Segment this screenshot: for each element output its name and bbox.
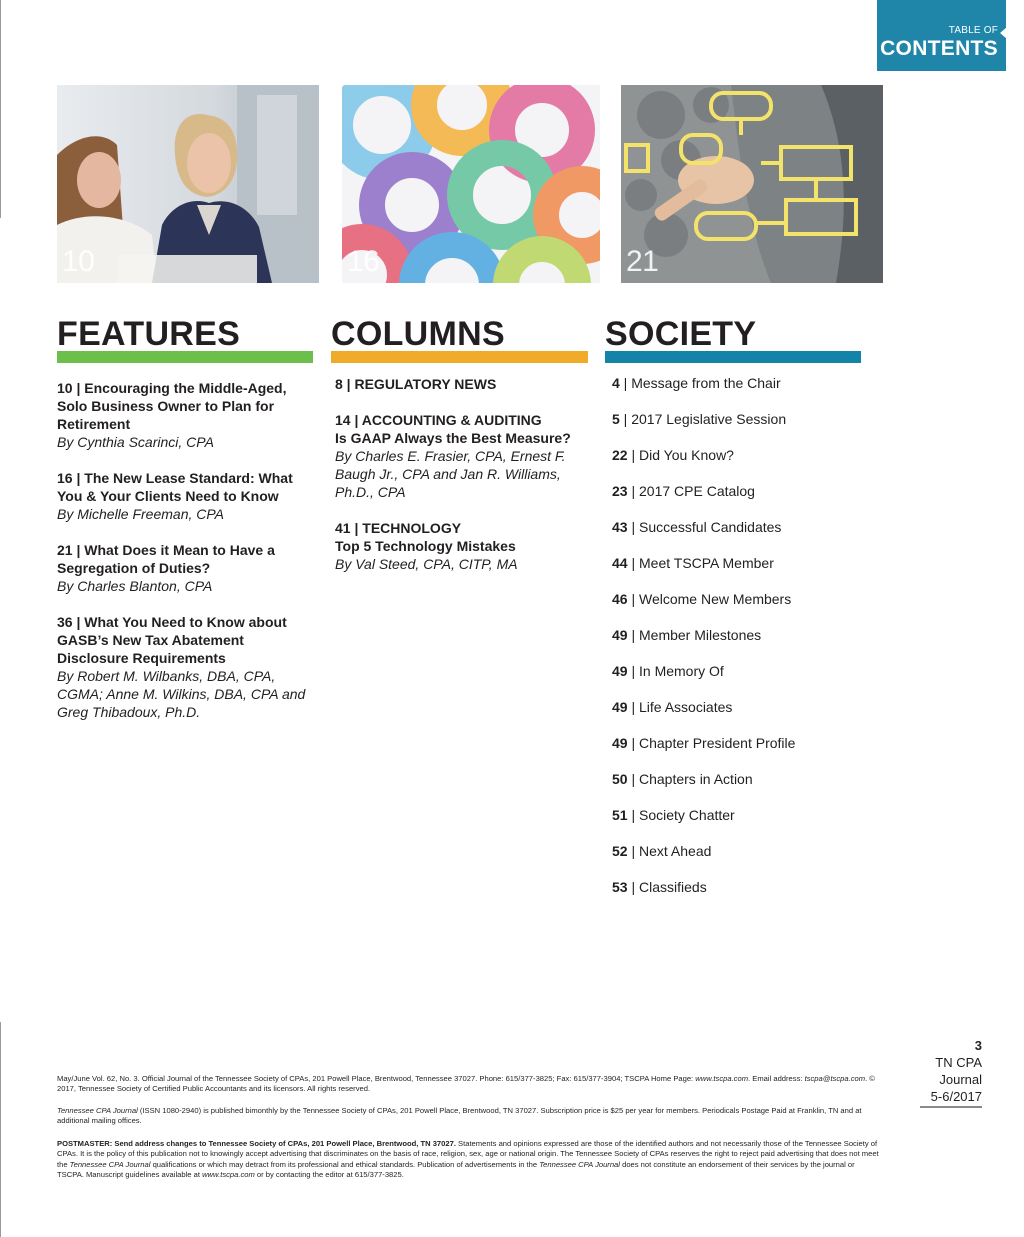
footer-text: (ISSN 1080-2940) is published bimonthly by the Tennessee Society of CPAs, 201 Powell Place, Brentwood, TN 37027. Subscription price is $25 per year for members. Periodicals Postage Paid at Franklin, TN and at additional mailing offices. bbox=[57, 1106, 862, 1126]
society-item-page: 49 bbox=[612, 663, 628, 679]
society-item[interactable] bbox=[612, 734, 795, 752]
society-item-separator: | bbox=[619, 375, 632, 391]
society-item[interactable] bbox=[612, 806, 735, 824]
society-item-page: 52 bbox=[612, 843, 628, 859]
column-byline: By Val Steed, CPA, CITP, MA bbox=[335, 556, 518, 572]
society-item[interactable] bbox=[612, 878, 707, 896]
column-entry bbox=[335, 411, 585, 501]
society-item-page: 22 bbox=[612, 447, 628, 463]
society-item-label: Did You Know? bbox=[639, 447, 734, 463]
society-item-label: Message from the Chair bbox=[631, 375, 781, 391]
society-item[interactable] bbox=[612, 374, 781, 392]
footer-publication-info bbox=[57, 1074, 883, 1095]
column-title[interactable]: 8 | REGULATORY NEWS bbox=[335, 376, 497, 392]
footer-postmaster-info bbox=[57, 1139, 883, 1181]
society-item-label: Welcome New Members bbox=[639, 591, 792, 607]
society-item[interactable] bbox=[612, 662, 724, 680]
column-entry bbox=[335, 519, 585, 573]
society-item-label: Chapters in Action bbox=[639, 771, 753, 787]
society-item-page: 43 bbox=[612, 519, 628, 535]
society-item-separator: | bbox=[627, 447, 639, 463]
society-item[interactable] bbox=[612, 482, 755, 500]
society-item[interactable] bbox=[612, 698, 732, 716]
society-item[interactable] bbox=[612, 446, 734, 464]
feature-photo-page-number: 10 bbox=[62, 245, 95, 278]
footer-text: May/June Vol. 62, No. 3. Official Journal of the Tennessee Society of CPAs, 201 Powell Place, Brentwood, Tennessee 37027. Phone: 615/377-3825; Fax: 615/377-3904; TSCPA Home Page: bbox=[57, 1074, 696, 1083]
society-item[interactable] bbox=[612, 518, 781, 536]
society-item-separator: | bbox=[627, 555, 639, 571]
footer-journal-name: Tennessee CPA Journal bbox=[69, 1159, 151, 1169]
society-item[interactable] bbox=[612, 842, 711, 860]
feature-byline: By Cynthia Scarinci, CPA bbox=[57, 434, 214, 450]
feature-entry bbox=[57, 379, 319, 451]
society-item[interactable] bbox=[612, 590, 791, 608]
society-item-page: 4 bbox=[612, 375, 620, 391]
issue-date: 5-6/2017 bbox=[920, 1088, 982, 1108]
footer-text: . © 2017, Tennessee Society of Certified Public Accountants and its licensors. All rights reserved. bbox=[57, 1074, 875, 1094]
society-photo-page-number: 21 bbox=[626, 245, 659, 278]
column-title: 14 | ACCOUNTING & AUDITING bbox=[335, 412, 542, 428]
footer-website-link[interactable]: www.tscpa.com bbox=[695, 1074, 749, 1083]
society-item-label: 2017 CPE Catalog bbox=[639, 483, 755, 499]
society-item-separator: | bbox=[627, 771, 639, 787]
society-item-label: Meet TSCPA Member bbox=[639, 555, 774, 571]
page-number: 3 bbox=[974, 1038, 982, 1053]
society-item-label: In Memory Of bbox=[639, 663, 724, 679]
table-of-contents-tab[interactable] bbox=[877, 0, 1006, 71]
footer-journal-name: Tennessee CPA Journal bbox=[57, 1106, 138, 1115]
footer-text: does not constitute an endorsement of their services by the journal or TSCPA. Manuscript guidelines available at bbox=[57, 1159, 855, 1180]
society-item-separator: | bbox=[627, 699, 639, 715]
footer-website-link[interactable]: www.tscpa.com bbox=[202, 1170, 255, 1180]
society-item-separator: | bbox=[627, 627, 639, 643]
society-heading: SOCIETY bbox=[605, 315, 757, 353]
society-item-separator: | bbox=[619, 411, 632, 427]
colorful-rings-illustration bbox=[342, 85, 600, 283]
society-item[interactable] bbox=[612, 626, 761, 644]
feature-photo-flowchart[interactable] bbox=[621, 85, 883, 283]
society-item-label: Next Ahead bbox=[639, 843, 712, 859]
society-item-label: Life Associates bbox=[639, 699, 733, 715]
society-item-label: Classifieds bbox=[639, 879, 707, 895]
society-item-separator: | bbox=[627, 483, 639, 499]
society-item-label: Society Chatter bbox=[639, 807, 735, 823]
feature-byline: By Charles Blanton, CPA bbox=[57, 578, 213, 594]
feature-byline: By Robert M. Wilbanks, DBA, CPA, CGMA; Anne M. Wilkins, DBA, CPA and Greg Thibadoux, Ph.D. bbox=[57, 668, 306, 720]
society-item-separator: | bbox=[627, 663, 639, 679]
society-item-separator: | bbox=[627, 735, 639, 751]
society-item-page: 51 bbox=[612, 807, 628, 823]
society-item-label: Member Milestones bbox=[639, 627, 762, 643]
society-item-page: 23 bbox=[612, 483, 628, 499]
feature-title[interactable]: 36 | What You Need to Know about GASB’s New Tax Abatement Disclosure Requirements bbox=[57, 614, 287, 666]
feature-byline: By Michelle Freeman, CPA bbox=[57, 506, 225, 522]
features-section bbox=[57, 315, 313, 363]
society-item-page: 53 bbox=[612, 879, 628, 895]
toc-tab-arrow-icon bbox=[1000, 27, 1007, 39]
society-item-page: 49 bbox=[612, 699, 628, 715]
society-item-page: 44 bbox=[612, 555, 628, 571]
society-item-separator: | bbox=[627, 879, 639, 895]
feature-title[interactable]: 21 | What Does it Mean to Have a Segregation of Duties? bbox=[57, 542, 275, 576]
page-info bbox=[920, 1037, 982, 1108]
flowchart-illustration bbox=[621, 85, 883, 283]
toc-tab-small-label: TABLE OF bbox=[948, 25, 998, 36]
columns-section bbox=[331, 315, 588, 363]
society-item-page: 49 bbox=[612, 627, 628, 643]
society-item[interactable] bbox=[612, 554, 774, 572]
toc-tab-big-label: CONTENTS bbox=[880, 37, 998, 60]
journal-name-line1: TN CPA bbox=[935, 1055, 982, 1070]
left-edge-rule-bottom bbox=[0, 1022, 1, 1237]
society-item-separator: | bbox=[627, 807, 639, 823]
footer-text: qualifications or which may detract from its professional and ethical standards. Publication of advertisements in the bbox=[150, 1159, 540, 1169]
feature-title[interactable]: 10 | Encouraging the Middle-Aged, Solo Business Owner to Plan for Retirement bbox=[57, 380, 287, 432]
feature-entry bbox=[57, 613, 319, 721]
column-byline: By Charles E. Frasier, CPA, Ernest F. Baugh Jr., CPA and Jan R. Williams, Ph.D., CPA bbox=[335, 448, 566, 500]
column-entry bbox=[335, 375, 585, 393]
society-item[interactable] bbox=[612, 770, 753, 788]
left-edge-rule-top bbox=[0, 0, 1, 218]
society-item-separator: | bbox=[627, 591, 639, 607]
column-subtitle[interactable]: Is GAAP Always the Best Measure? bbox=[335, 430, 571, 446]
footer-email-link[interactable]: tscpa@tscpa.com bbox=[804, 1074, 866, 1083]
footer-journal-name: Tennessee CPA Journal bbox=[539, 1159, 620, 1169]
footer-text: Statements and opinions expressed are those of the identified authors and not necessarily those of the Tennessee Society of CPAs. It is the policy of this publication not to knowingly accept advertising that discriminates on the basis of race, religion, sex, age or national origin. The Tennessee Society of CPAs reserves the right to reject paid advertising that does not meet the bbox=[57, 1139, 879, 1169]
society-item-page: 49 bbox=[612, 735, 628, 751]
column-title: 41 | TECHNOLOGY bbox=[335, 520, 462, 536]
column-subtitle[interactable]: Top 5 Technology Mistakes bbox=[335, 538, 516, 554]
journal-name-line2: Journal bbox=[939, 1072, 982, 1087]
column-photo-page-number: 16 bbox=[347, 245, 380, 278]
features-heading: FEATURES bbox=[57, 315, 241, 353]
footer-text: or by contacting the editor at 615/377-3825. bbox=[254, 1170, 404, 1180]
society-item-label: 2017 Legislative Session bbox=[631, 411, 787, 427]
footer-issn-info bbox=[57, 1106, 883, 1127]
society-item-page: 50 bbox=[612, 771, 628, 787]
footer-postmaster-notice: POSTMASTER: Send address changes to Tennessee Society of CPAs, 201 Powell Place, Brentwood, TN 37027. bbox=[57, 1139, 456, 1148]
society-item-page: 46 bbox=[612, 591, 628, 607]
society-item-label: Chapter President Profile bbox=[639, 735, 796, 751]
footer-text: . Email address: bbox=[748, 1074, 805, 1083]
feature-title[interactable]: 16 | The New Lease Standard: What You & Your Clients Need to Know bbox=[57, 470, 293, 504]
columns-heading: COLUMNS bbox=[331, 315, 505, 353]
column-photo-rings[interactable] bbox=[342, 85, 600, 283]
society-section bbox=[605, 315, 861, 363]
society-item-separator: | bbox=[627, 519, 639, 535]
businesswomen-illustration bbox=[57, 85, 319, 283]
feature-entry bbox=[57, 541, 307, 595]
feature-photo-businesswomen[interactable] bbox=[57, 85, 319, 283]
society-item-separator: | bbox=[627, 843, 639, 859]
feature-entry bbox=[57, 469, 319, 523]
society-item-label: Successful Candidates bbox=[639, 519, 782, 535]
society-item-page: 5 bbox=[612, 411, 620, 427]
society-item[interactable] bbox=[612, 410, 786, 428]
